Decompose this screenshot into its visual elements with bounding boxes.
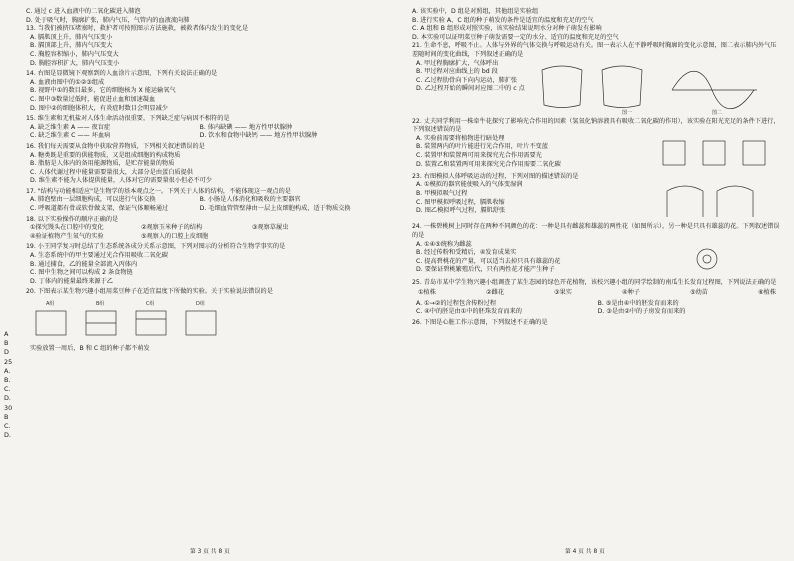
seed-jars-illustration (26, 297, 246, 345)
left-page-footer: 第 3 页 共 8 页 (190, 549, 230, 555)
question-14: 14. 右图是显微镜下观察到的人血涂片示意图，下列有关说法正确的是 A. 血液由图中的①②③组成 B. 视野中①的数目最多，它的细胞核为 X 能运输氧气 C. 图中③数量过低时，能促进止血和加速凝血 D. 图中②的细胞体积大，有炎症时数目会明显减少 (26, 70, 218, 112)
question-23: 23. 右图模拟人体呼吸运动的过程，下列对图的描述错误的是 A. ①模拟的器官能使吸入的气体变湿润 B. 甲模拟吸气过程 C. 图甲模拟呼吸过程，膈肌收缩 D. 图乙模拟呼气过程，膈肌舒张 (412, 173, 782, 222)
right-top-line-4: D. 本实验可以证明菜豆种子萌发需要一定的水分、适宜的温度和充足的空气 (412, 33, 619, 41)
question-16: 16. 我们每天需要从食物中获取营养物质，下列相关叙述错误的是 A. 糖类既是重要的供能物质，又是组成细胞的构成物质 B. 脂肪是人体内的备用能源物质，是贮存能量的物质 C. 人体代谢过程中能量需要量很大，大部分是由蛋白质提供 D. 维生素不能为人体提供能量，人体对它的需要量很小但必不可少 (26, 142, 212, 185)
stage-5: ⑤幼苗 (690, 289, 708, 297)
right-column (412, 8, 782, 330)
svg-text:B组: B组 (96, 301, 105, 307)
stage-3: ③果实 (554, 289, 572, 297)
margin-mark: A (4, 330, 9, 338)
seed-experiment-figure (26, 297, 371, 345)
question-13: 13. 当我们被挤压堵塞时，救护者可按照图示方法施救，被救者体内发生的变化是 A. 膈肌顶上升，肺内气压变小 B. 膈顶部上升，肺内气压变大 C. 胸腔容积缩小，肺内气压变大 D. 胸腔容积扩大，肺内气压变小 (26, 25, 249, 67)
pumpkin-lifecycle (412, 287, 782, 300)
margin-column (4, 330, 26, 440)
question-25: 25. 青岛市某中学生物兴趣小组调查了某生态园的绿色开花植物，该校兴趣小组的同学绘制的南瓜生长发育过程图，下列说法正确的是 ①植株 ②雌花 ③果实 ④种子 ⑤幼苗 ⑥植株 A. ①→②的过程包含传粉过程 B. ⑤是由④中的胚发育而来的 C. ④中的胚是由①中的胚珠发育而来的 D. ③是由②中的子房发育而来的 (412, 279, 782, 317)
stage-2: ②雌花 (486, 289, 504, 297)
margin-mark: A. (4, 366, 11, 375)
svg-text:图一: 图一 (622, 109, 633, 116)
question-24: 24. 一株碧桃树上同时存在两种不同颜色的花：一种是具有雌蕊和雄蕊的两性花（如图所示），另一种是只具有雄蕊的花。下列叙述错误的是 A. ①④⑤统称为雌蕊 B. 经过传粉和受精后，④发育成果实 C. 提高碧桃花的产量，可以适当去掉只具有雄蕊的花 D. 要保证碧桃繁殖后代，只有两性花才能产生种子 (412, 223, 782, 276)
question-22: 22. 丈夫同学利用一株牵牛花探究了影响光合作用的因素（氢氧化钠溶液具有吸收二氧化碳的作用），该实验在阳光充足的条件下进行，下列叙述错误的是 A. 实验前需要将植物进行暗处理 B. 装置两内的叶片能进行光合作用，叶片不变蓝 C. 装置甲和装置两可用来探究光合作用需要光 D. 装置乙和装置两可用来探究光合作用需要二氧化碳 (412, 118, 782, 171)
question-15: 15. 维生素和无机盐对人体生命活动很重要，下列缺乏症与病因不相符的是 A. 缺乏维生素 A —— 夜盲症 B. 体内缺碘 —— 地方性甲状腺肿 C. 缺乏维生素 C —— 坏血病 D. 饮水和食物中缺钙 —— 地方性甲状腺肿 (26, 115, 318, 140)
bell-jar-model (657, 181, 767, 221)
stage-6: ⑥植株 (758, 289, 776, 297)
svg-text:图二: 图二 (712, 109, 723, 116)
left-column (26, 8, 371, 356)
right-top-line-2: B. 进行实验 A、C 组的种子萌发的条件是适宜的温度和充足的空气 (412, 16, 594, 24)
question-18: 18. 以下实验操作的顺序正确的是 ①探究馒头在口腔中的变化 ②观察玉米种子的结构 ③观察草履虫 ④验证植物产生氧气的实验 ⑤观察人的口腔上皮细胞 (26, 215, 289, 240)
question-26: 26. 下图是心脏工作示意图，下列叙述不正确的是 (412, 318, 548, 326)
left-top-line-2: D. 处于吸气时，胸廓扩张，肺内气压，气管内的血液流向肺 (26, 16, 190, 24)
question-21: 21. 生命不息，呼吸不止。人体与外界的气体交换与呼吸运动有关。图一表示人在平静呼吸时胸廓的变化示意图，图二表示肺内外气压差随时间的变化曲线，下列叙述正确的是 A. 甲过程胸廓扩大，气体呼出 B. 甲过程对应曲线上的 bd 段 C. 乙过程肋骨向下向内运动，肺扩张 D. 乙过程开始的瞬间对应图二中的 c 点 图一 图二 (412, 42, 777, 116)
question-17: 17. "结构与功能相适应"是生物学的基本观点之一。下列关于人体的结构，不能体现这一观点的是 A. 肺泡壁由一层细胞构成，可以进行气体交换 B. 小肠是人体消化和吸收的主要器官 C. 呼吸道都有骨或软骨做支架，保证气体顺畅通过 D. 毛细血管管壁薄由一层上皮细胞构成，适于物质交换 (26, 187, 351, 213)
right-page-footer: 第 4 页 共 8 页 (565, 549, 605, 555)
flower-diagram (667, 241, 747, 277)
right-top-line-3: C. A 组和 B 组形成对照实验，该实验结果说明水分对种子萌发有影响 (412, 25, 602, 33)
plant-experiment-diagram (657, 135, 777, 171)
margin-mark: 25 (4, 357, 13, 366)
margin-mark: C. (4, 385, 11, 394)
margin-mark: D. (4, 431, 11, 440)
margin-mark: B (4, 412, 9, 421)
left-top-line: C. 通过 c 进入血液中的二氧化碳进入肺泡 (26, 8, 141, 15)
margin-mark: 30 (4, 403, 13, 412)
margin-mark: B. (4, 376, 11, 385)
question-19: 19. 小王同学复习时总结了生态系统各成分关系示意图，下列对图示的分析符合生物学事实的是 A. 生态系统中的甲主要通过光合作用吸收二氧化碳 B. 通过捕食，乙的能量全部流入丙体内 C. 图中生物之间可以构成 2 条食物链 D. 丁体内的能量最终来源于乙 (26, 243, 286, 285)
stage-4: ④种子 (622, 289, 640, 297)
question-20: 20. 下图表示某生物兴趣小组用菜豆种子在适宜温度下所做的实验。关于实验说法错误的是 A组 B组 C组 D组 实验放置一周后，B 和 C 组的种子都不萌发 (26, 288, 371, 353)
margin-mark: D. (4, 394, 11, 403)
margin-mark: D (4, 348, 9, 357)
right-top-line: A. 该实验中，D 组是对照组，其他组是实验组 (412, 8, 539, 15)
breathing-diagram (532, 60, 772, 116)
margin-mark: B (4, 339, 9, 348)
stage-1: ①植株 (418, 289, 436, 297)
svg-text:A组: A组 (46, 301, 55, 307)
svg-text:D组: D组 (196, 301, 205, 307)
margin-mark: C. (4, 422, 11, 431)
svg-text:C组: C组 (146, 301, 155, 307)
